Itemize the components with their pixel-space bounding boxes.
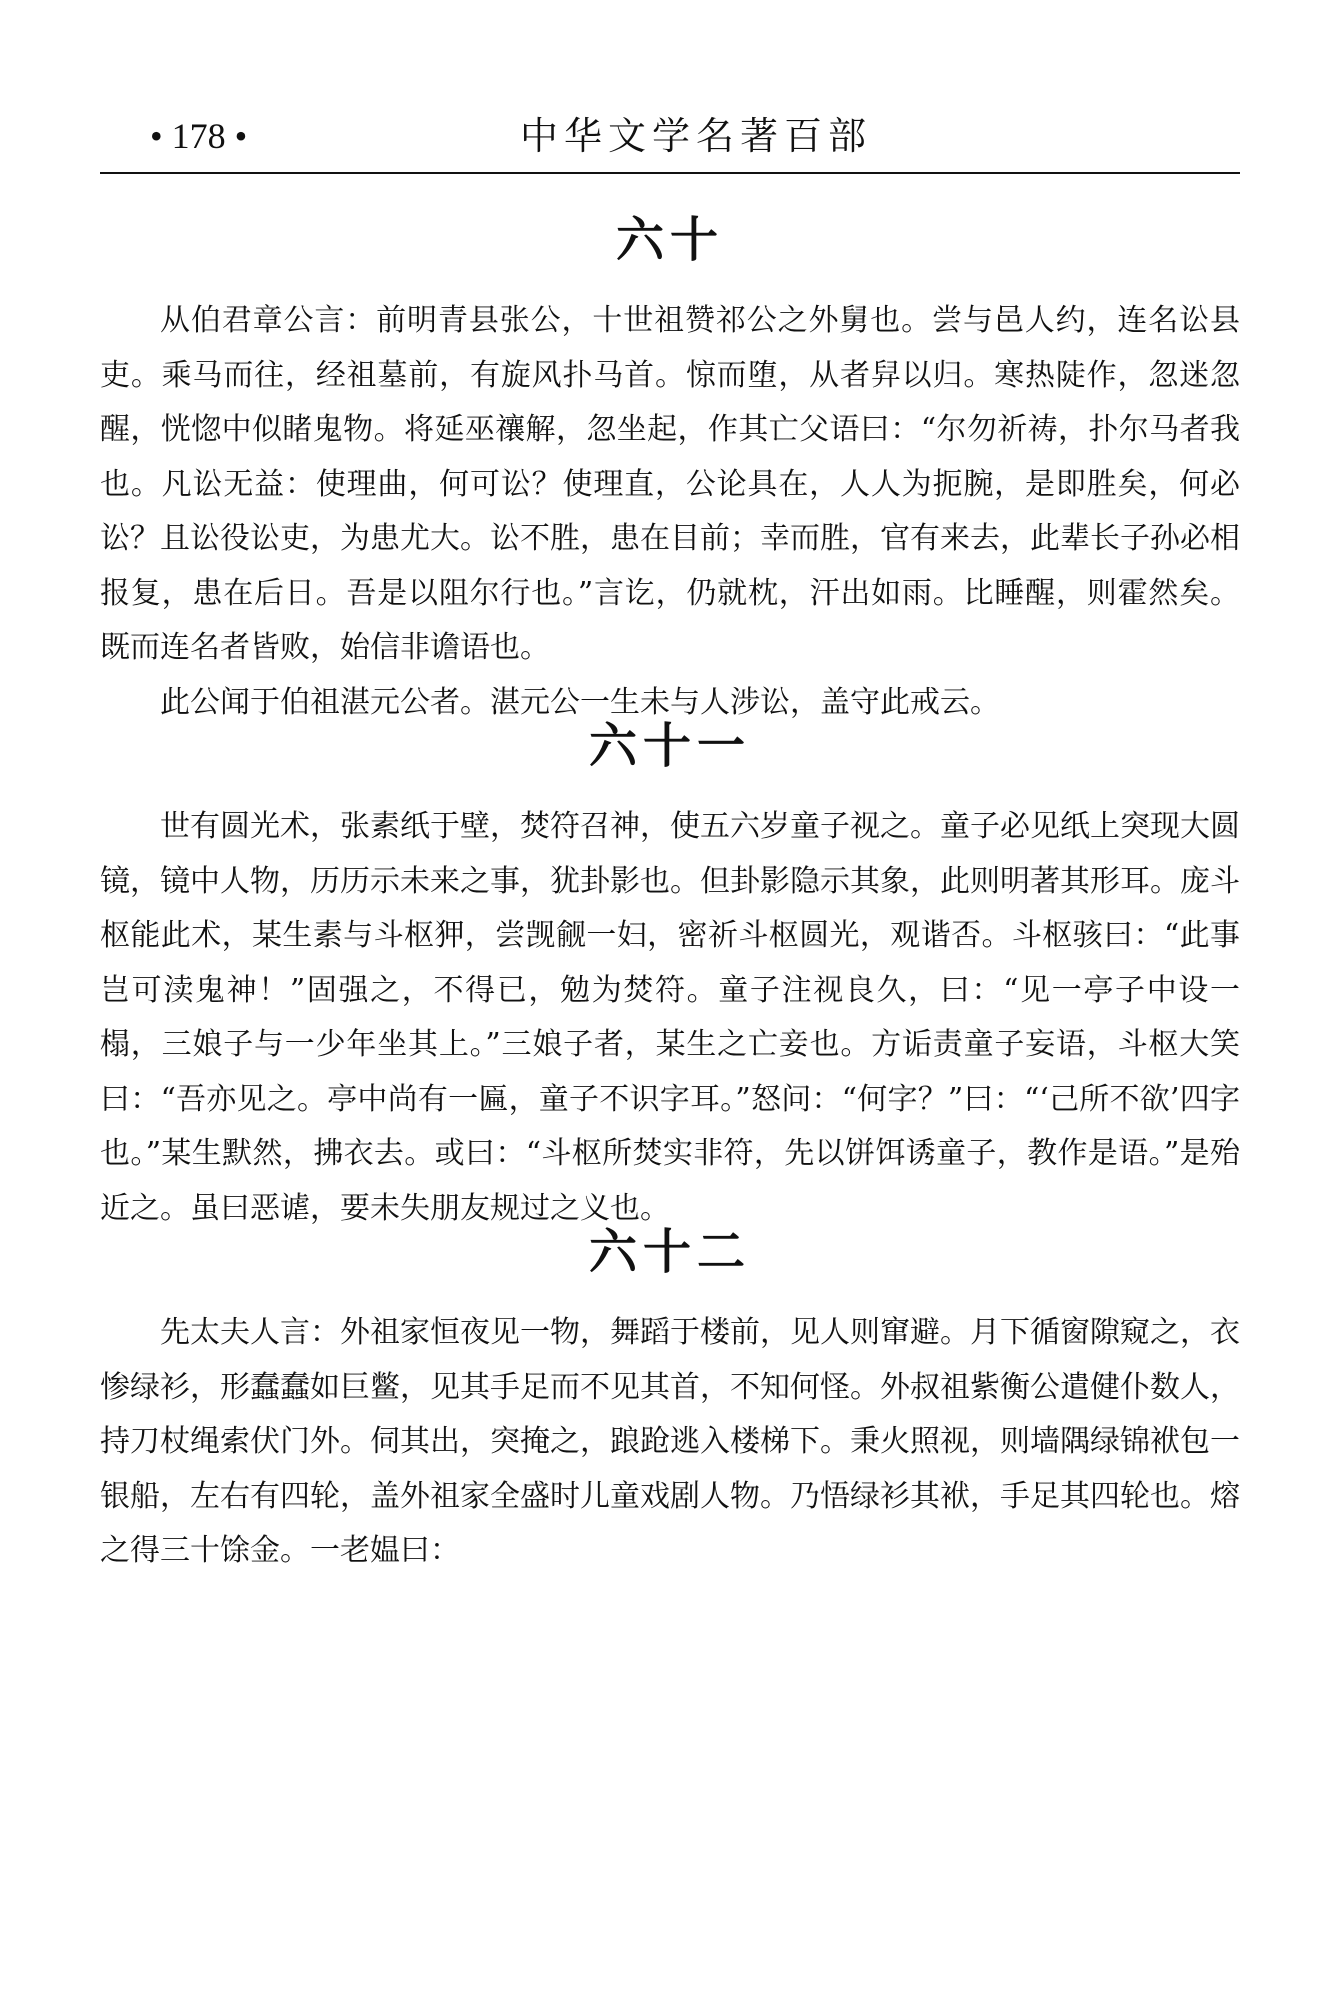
page-number: • 178 • (150, 116, 248, 156)
section-body-62 (100, 1306, 1240, 1579)
section-heading-62: 六十二 (588, 1224, 751, 1280)
section-heading-60: 六十 (615, 212, 724, 268)
section-body-61 (100, 800, 1240, 1236)
paragraph: 此公闻于伯祖湛元公者。湛元公一生未与人涉讼，盖守此戒云。 (160, 684, 1000, 720)
section-heading-61: 六十一 (588, 718, 751, 774)
section-body-60 (100, 294, 1240, 730)
paragraph: 世有圆光术，张素纸于壁，焚符召神，使五六岁童子视之。童子必见纸上突现大圆镜，镜中人物，历历示未来之事，犹卦影也。但卦影隐示其象，此则明著其形耳。庞斗枢能此术，某生素与斗枢狎，尝觊觎一妇，密祈斗枢圆光，观谐否。斗枢骇曰：“此事岂可渎鬼神！”固强之，不得已，勉为焚符。童子注视良久，曰：“见一亭子中设一榻，三娘子与一少年坐其上。”三娘子者，某生之亡妾也。方诟责童子妄语，斗枢大笑曰：“吾亦见之。亭中尚有一匾，童子不识字耳。”怒问：“何字？”曰：“‘己所不欲’四字也。”某生默然，拂衣去。或曰：“斗枢所焚实非符，先以饼饵诱童子，教作是语。”是殆近之。虽曰恶谑，要未失朋友规过之义也。 (100, 809, 1240, 1226)
paragraph: 先太夫人言：外祖家恒夜见一物，舞蹈于楼前，见人则窜避。月下循窗隙窥之，衣惨绿衫，形蠢蠢如巨鳖，见其手足而不见其首，不知何怪。外叔祖紫衡公遣健仆数人，持刀杖绳索伏门外。伺其出，突掩之，踉跄逃入楼梯下。秉火照视，则墙隅绿锦袱包一银船，左右有四轮，盖外祖家全盛时儿童戏剧人物。乃悟绿衫其袱，手足其四轮也。熔之得三十馀金。一老媪曰： (100, 1315, 1240, 1568)
book-title: 中华文学名著百部 (520, 114, 873, 158)
paragraph: 从伯君章公言：前明青县张公，十世祖赞祁公之外舅也。尝与邑人约，连名讼县吏。乘马而往，经祖墓前，有旋风扑马首。惊而堕，从者舁以归。寒热陡作，忽迷忽醒，恍惚中似睹鬼物。将延巫禳解，忽坐起，作其亡父语曰：“尔勿祈祷，扑尔马者我也。凡讼无益：使理曲，何可讼？使理直，公论具在，人人为扼腕，是即胜矣，何必讼？且讼役讼吏，为患尤大。讼不胜，患在目前；幸而胜，官有来去，此辈长子孙必相报复，患在后日。吾是以阻尔行也。”言讫，仍就枕，汗出如雨。比睡醒，则霍然矣。既而连名者皆败，始信非谵语也。 (100, 303, 1240, 665)
running-head (100, 108, 1240, 174)
